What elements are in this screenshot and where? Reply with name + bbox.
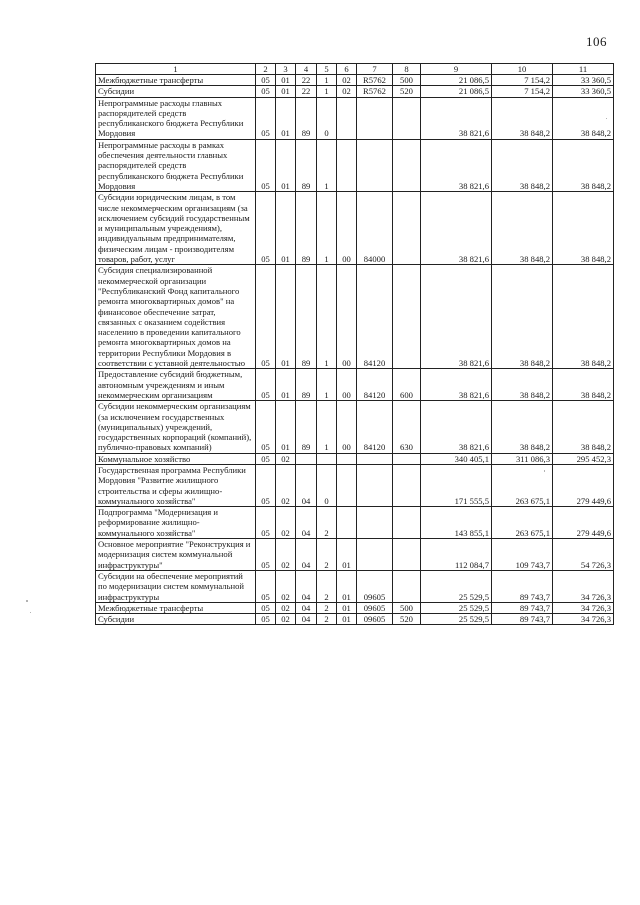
code-activity — [337, 507, 357, 539]
row-name: Коммунальное хозяйство — [96, 453, 256, 464]
code-program: 89 — [296, 401, 317, 453]
row-name: Подпрограмма "Модернизация и реформирование жилищно-коммунального хозяйства" — [96, 507, 256, 539]
amount-col10: 263 675,1 — [492, 464, 553, 506]
row-name: Субсидии на обеспечение мероприятий по модернизации систем коммунальной инфраструктуры — [96, 570, 256, 602]
code-section: 05 — [256, 570, 276, 602]
amount-col10: 109 743,7 — [492, 539, 553, 571]
amount-col11: 54 726,3 — [553, 539, 614, 571]
code-activity: 00 — [337, 369, 357, 401]
amount-col11: 33 360,5 — [553, 75, 614, 86]
amount-col11: 34 726,3 — [553, 570, 614, 602]
amount-col9: 25 529,5 — [421, 602, 492, 613]
amount-col9: 21 086,5 — [421, 75, 492, 86]
code-direction: 84120 — [357, 265, 393, 369]
code-section: 05 — [256, 453, 276, 464]
amount-col11: 34 726,3 — [553, 602, 614, 613]
amount-col11: 38 848,2 — [553, 97, 614, 139]
code-subprogram: 2 — [317, 507, 337, 539]
amount-col9: 112 084,7 — [421, 539, 492, 571]
table-row — [96, 453, 614, 464]
code-direction — [357, 97, 393, 139]
budget-table — [95, 63, 614, 625]
column-header: 8 — [393, 64, 421, 75]
amount-col9: 21 086,5 — [421, 86, 492, 97]
code-section: 05 — [256, 507, 276, 539]
column-header: 9 — [421, 64, 492, 75]
code-subprogram: 2 — [317, 539, 337, 571]
amount-col11: 38 848,2 — [553, 401, 614, 453]
code-subsection: 02 — [276, 602, 296, 613]
column-header: 1 — [96, 64, 256, 75]
code-expense-type — [393, 507, 421, 539]
code-program: 22 — [296, 75, 317, 86]
code-section: 05 — [256, 192, 276, 265]
code-program: 22 — [296, 86, 317, 97]
column-header: 4 — [296, 64, 317, 75]
amount-col10: 38 848,2 — [492, 369, 553, 401]
code-expense-type — [393, 453, 421, 464]
scan-speck — [606, 118, 607, 119]
row-name: Непрограммные расходы в рамках обеспечения деятельности главных распорядителей средств республиканского бюджета Республики Мордовия — [96, 139, 256, 191]
amount-col10: 38 848,2 — [492, 97, 553, 139]
amount-col10: 38 848,2 — [492, 192, 553, 265]
code-activity — [337, 139, 357, 191]
code-program — [296, 453, 317, 464]
column-header: 2 — [256, 64, 276, 75]
code-program: 04 — [296, 507, 317, 539]
code-subsection: 02 — [276, 539, 296, 571]
code-expense-type — [393, 539, 421, 571]
code-subsection: 01 — [276, 369, 296, 401]
amount-col9: 25 529,5 — [421, 614, 492, 625]
row-name: Межбюджетные трансферты — [96, 75, 256, 86]
code-subprogram: 1 — [317, 265, 337, 369]
code-section: 05 — [256, 539, 276, 571]
code-section: 05 — [256, 75, 276, 86]
amount-col10: 38 848,2 — [492, 139, 553, 191]
column-header: 6 — [337, 64, 357, 75]
table-row — [96, 539, 614, 571]
code-activity: 01 — [337, 602, 357, 613]
amount-col10: 89 743,7 — [492, 570, 553, 602]
code-expense-type — [393, 464, 421, 506]
code-subprogram: 2 — [317, 570, 337, 602]
code-direction — [357, 453, 393, 464]
code-subsection: 02 — [276, 570, 296, 602]
code-direction — [357, 464, 393, 506]
amount-col9: 25 529,5 — [421, 570, 492, 602]
code-direction — [357, 139, 393, 191]
table-row — [96, 614, 614, 625]
amount-col11: 38 848,2 — [553, 369, 614, 401]
amount-col11: 34 726,3 — [553, 614, 614, 625]
row-name: Государственная программа Республики Мордовия "Развитие жилищного строительства и сферы жилищно-коммунального хозяйства" — [96, 464, 256, 506]
code-subprogram: 1 — [317, 139, 337, 191]
amount-col9: 38 821,6 — [421, 139, 492, 191]
code-direction: 84000 — [357, 192, 393, 265]
amount-col9: 38 821,6 — [421, 401, 492, 453]
code-activity — [337, 453, 357, 464]
code-direction: 84120 — [357, 401, 393, 453]
code-direction: 09605 — [357, 614, 393, 625]
row-name: Субсидия специализированной некоммерческой организации "Республиканский Фонд капитального ремонта многоквартирных домов" на финансовое обеспечение затрат, связанных с оказанием содействия населению в проведении капитального ремонта многоквартирных домов на территории Республики Мордовия в соответствии с уставной деятельностью — [96, 265, 256, 369]
code-subsection: 02 — [276, 507, 296, 539]
code-direction — [357, 507, 393, 539]
amount-col11: 279 449,6 — [553, 464, 614, 506]
table-row — [96, 192, 614, 265]
row-name: Субсидии — [96, 614, 256, 625]
code-direction — [357, 539, 393, 571]
table-row — [96, 507, 614, 539]
amount-col10: 89 743,7 — [492, 602, 553, 613]
code-subprogram: 1 — [317, 192, 337, 265]
column-header: 10 — [492, 64, 553, 75]
amount-col11: 38 848,2 — [553, 139, 614, 191]
table-row — [96, 369, 614, 401]
amount-col9: 38 821,6 — [421, 97, 492, 139]
table-row — [96, 75, 614, 86]
column-number-row — [96, 64, 614, 75]
code-program: 89 — [296, 265, 317, 369]
column-header: 3 — [276, 64, 296, 75]
code-subprogram: 0 — [317, 464, 337, 506]
code-section: 05 — [256, 86, 276, 97]
code-program: 04 — [296, 614, 317, 625]
code-expense-type: 520 — [393, 614, 421, 625]
code-section: 05 — [256, 369, 276, 401]
code-subsection: 02 — [276, 453, 296, 464]
amount-col9: 340 405,1 — [421, 453, 492, 464]
code-program: 89 — [296, 192, 317, 265]
code-subsection: 01 — [276, 401, 296, 453]
code-subprogram: 0 — [317, 97, 337, 139]
code-section: 05 — [256, 464, 276, 506]
code-section: 05 — [256, 139, 276, 191]
code-subsection: 01 — [276, 75, 296, 86]
scan-speck — [30, 612, 31, 613]
table-row — [96, 86, 614, 97]
code-activity: 00 — [337, 401, 357, 453]
code-expense-type — [393, 570, 421, 602]
code-expense-type — [393, 192, 421, 265]
amount-col10: 38 848,2 — [492, 265, 553, 369]
amount-col11: 38 848,2 — [553, 265, 614, 369]
amount-col10: 311 086,3 — [492, 453, 553, 464]
code-subprogram: 1 — [317, 369, 337, 401]
code-activity: 02 — [337, 86, 357, 97]
code-activity: 02 — [337, 75, 357, 86]
code-subprogram: 1 — [317, 75, 337, 86]
code-direction: 09605 — [357, 602, 393, 613]
table-row — [96, 401, 614, 453]
amount-col9: 38 821,6 — [421, 192, 492, 265]
amount-col11: 38 848,2 — [553, 192, 614, 265]
code-expense-type — [393, 265, 421, 369]
amount-col11: 33 360,5 — [553, 86, 614, 97]
code-program: 04 — [296, 602, 317, 613]
code-activity — [337, 97, 357, 139]
amount-col9: 143 855,1 — [421, 507, 492, 539]
code-expense-type — [393, 139, 421, 191]
code-expense-type: 520 — [393, 86, 421, 97]
amount-col10: 7 154,2 — [492, 86, 553, 97]
code-activity — [337, 464, 357, 506]
code-program: 89 — [296, 139, 317, 191]
scan-speck — [544, 470, 545, 472]
scan-speck — [26, 600, 28, 602]
code-activity: 01 — [337, 539, 357, 571]
table-row — [96, 265, 614, 369]
code-direction: R5762 — [357, 86, 393, 97]
code-subsection: 01 — [276, 86, 296, 97]
table-row — [96, 139, 614, 191]
row-name: Непрограммные расходы главных распорядителей средств республиканского бюджета Республики Мордовия — [96, 97, 256, 139]
code-subsection: 01 — [276, 139, 296, 191]
table-row — [96, 97, 614, 139]
code-direction: 84120 — [357, 369, 393, 401]
code-program: 04 — [296, 539, 317, 571]
amount-col10: 89 743,7 — [492, 614, 553, 625]
code-section: 05 — [256, 97, 276, 139]
code-section: 05 — [256, 614, 276, 625]
code-subprogram: 2 — [317, 614, 337, 625]
code-program: 04 — [296, 570, 317, 602]
code-subprogram: 2 — [317, 602, 337, 613]
amount-col9: 38 821,6 — [421, 369, 492, 401]
code-subprogram — [317, 453, 337, 464]
table-row — [96, 602, 614, 613]
amount-col9: 171 555,5 — [421, 464, 492, 506]
amount-col11: 279 449,6 — [553, 507, 614, 539]
column-header: 5 — [317, 64, 337, 75]
row-name: Субсидии — [96, 86, 256, 97]
amount-col10: 38 848,2 — [492, 401, 553, 453]
code-activity: 01 — [337, 614, 357, 625]
amount-col11: 295 452,3 — [553, 453, 614, 464]
row-name: Субсидии некоммерческим организациям (за исключением государственных (муниципальных) учреждений, государственных корпораций (компаний), публично-правовых компаний) — [96, 401, 256, 453]
code-section: 05 — [256, 401, 276, 453]
code-subprogram: 1 — [317, 86, 337, 97]
code-program: 89 — [296, 369, 317, 401]
code-program: 89 — [296, 97, 317, 139]
code-expense-type: 500 — [393, 602, 421, 613]
code-expense-type: 600 — [393, 369, 421, 401]
amount-col10: 7 154,2 — [492, 75, 553, 86]
code-direction: R5762 — [357, 75, 393, 86]
row-name: Межбюджетные трансферты — [96, 602, 256, 613]
code-activity: 01 — [337, 570, 357, 602]
table-row — [96, 570, 614, 602]
code-subsection: 02 — [276, 614, 296, 625]
code-expense-type: 630 — [393, 401, 421, 453]
code-subsection: 01 — [276, 192, 296, 265]
code-direction: 09605 — [357, 570, 393, 602]
column-header: 11 — [553, 64, 614, 75]
code-expense-type — [393, 97, 421, 139]
amount-col10: 263 675,1 — [492, 507, 553, 539]
row-name: Основное мероприятие "Реконструкция и модернизация систем коммунальной инфраструктуры" — [96, 539, 256, 571]
code-program: 04 — [296, 464, 317, 506]
row-name: Предоставление субсидий бюджетным, автономным учреждениям и иным некоммерческим организациям — [96, 369, 256, 401]
code-activity: 00 — [337, 192, 357, 265]
code-section: 05 — [256, 265, 276, 369]
code-activity: 00 — [337, 265, 357, 369]
amount-col9: 38 821,6 — [421, 265, 492, 369]
column-header: 7 — [357, 64, 393, 75]
page-number: 106 — [586, 34, 607, 49]
code-expense-type: 500 — [393, 75, 421, 86]
code-subsection: 01 — [276, 97, 296, 139]
code-subsection: 02 — [276, 464, 296, 506]
code-subsection: 01 — [276, 265, 296, 369]
table-row — [96, 464, 614, 506]
code-section: 05 — [256, 602, 276, 613]
row-name: Субсидии юридическим лицам, в том числе некоммерческим организациям (за исключением субсидий государственным и муниципальным учреждениям), индивидуальным предпринимателям, физическим лицам - производителям товаров, работ, услуг — [96, 192, 256, 265]
code-subprogram: 1 — [317, 401, 337, 453]
